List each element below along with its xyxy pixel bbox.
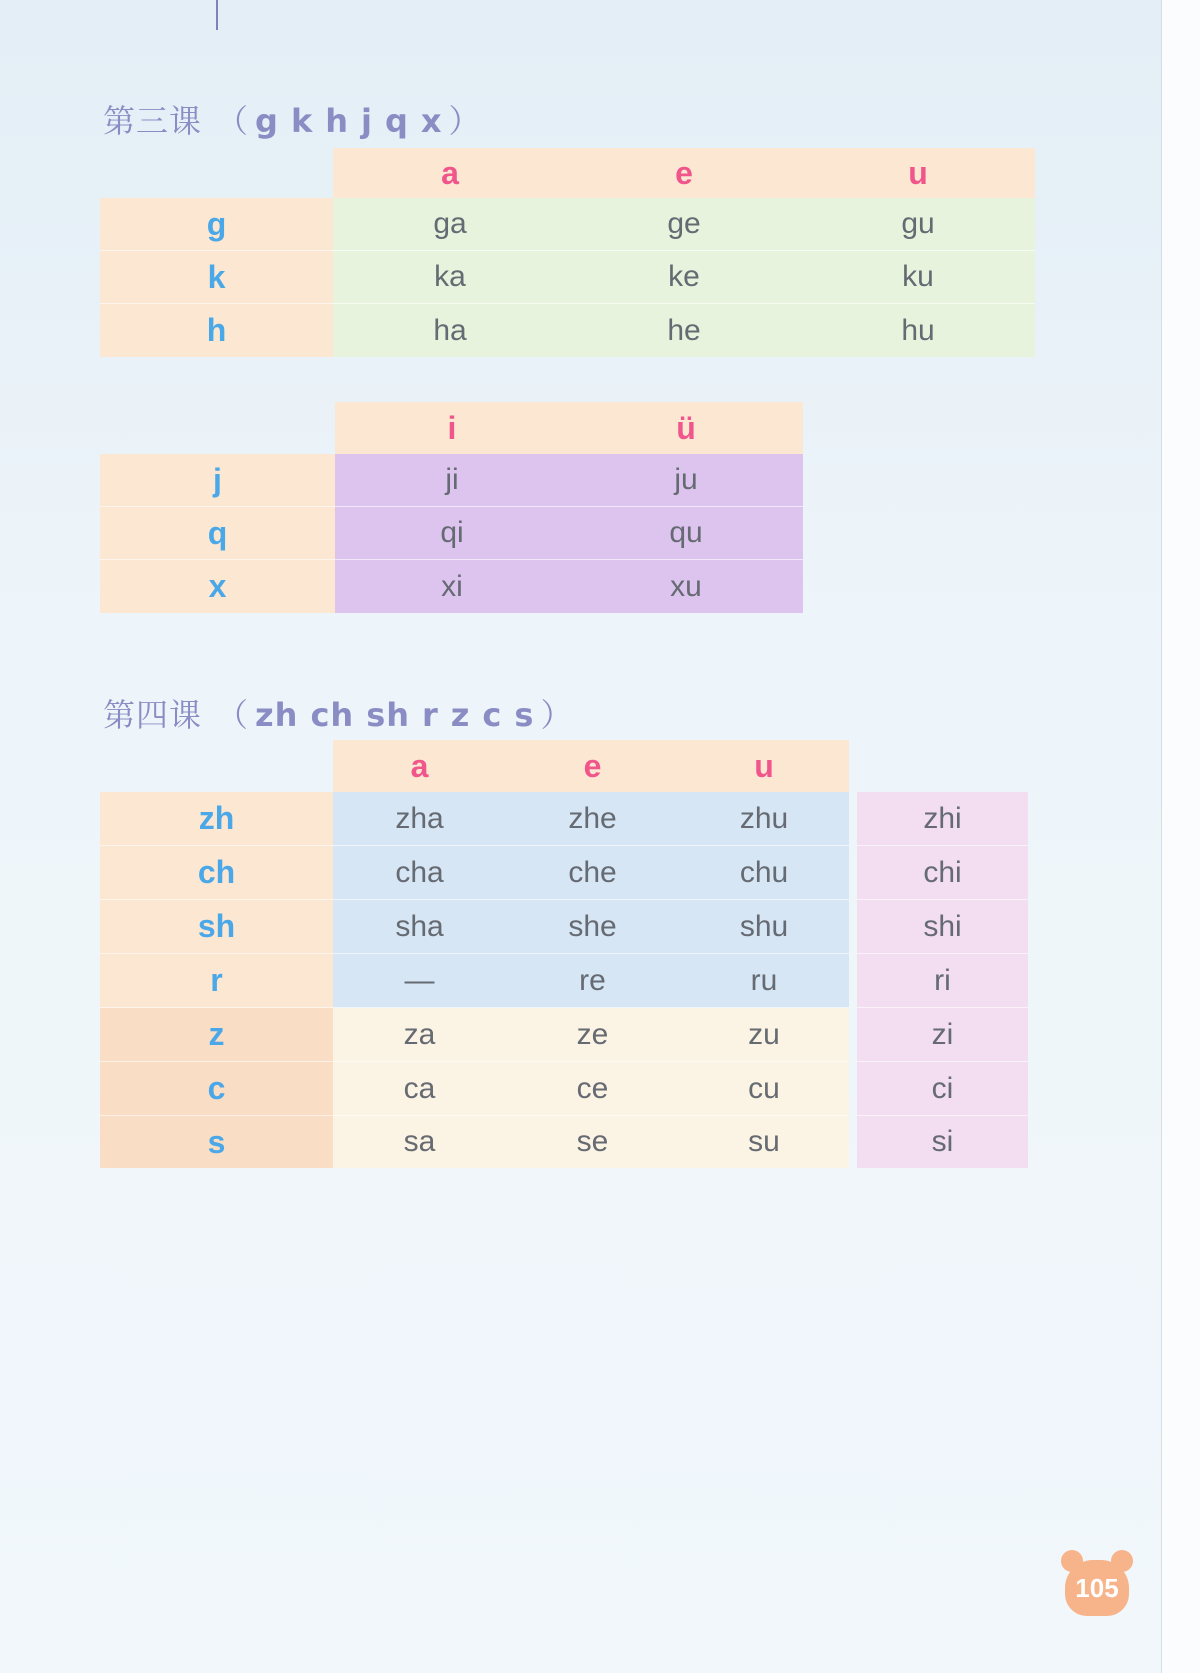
close-paren: ） bbox=[540, 696, 574, 734]
lesson4-title: 第四课 bbox=[103, 696, 203, 734]
page-number: 105 bbox=[1075, 1572, 1119, 1603]
syllable-cell: ce bbox=[506, 1062, 679, 1116]
table-header-cell: u bbox=[801, 148, 1035, 198]
syllable-cell: ze bbox=[506, 1008, 679, 1062]
close-paren: ） bbox=[448, 102, 482, 140]
syllable-cell: cu bbox=[679, 1062, 849, 1116]
whole-syllable-cell: chi bbox=[857, 846, 1028, 900]
syllable-cell: ge bbox=[567, 198, 801, 251]
syllable-cell: zu bbox=[679, 1008, 849, 1062]
syllable-cell: ju bbox=[569, 454, 803, 507]
letter: x bbox=[420, 102, 443, 140]
page-edge bbox=[1161, 0, 1200, 1673]
lesson3-heading bbox=[103, 96, 482, 142]
syllable-cell: ru bbox=[679, 954, 849, 1008]
syllable-cell: zhe bbox=[506, 792, 679, 846]
initial-cell: k bbox=[100, 251, 333, 304]
initial-cell: j bbox=[100, 454, 335, 507]
table-header-cell: u bbox=[679, 740, 849, 792]
syllable-cell: he bbox=[567, 304, 801, 357]
lesson4-letters bbox=[249, 696, 540, 734]
syllable-cell: shu bbox=[679, 900, 849, 954]
letter: z bbox=[450, 696, 471, 734]
syllable-cell: chu bbox=[679, 846, 849, 900]
whole-syllable-cell: zhi bbox=[857, 792, 1028, 846]
initial-cell: h bbox=[100, 304, 333, 357]
syllable-cell: ke bbox=[567, 251, 801, 304]
letter: h bbox=[325, 102, 349, 140]
initial-cell: c bbox=[100, 1062, 333, 1116]
syllable-cell: za bbox=[333, 1008, 506, 1062]
letter: j bbox=[361, 102, 373, 140]
initial-cell: ch bbox=[100, 846, 333, 900]
table-header-cell: a bbox=[333, 148, 567, 198]
initial-cell: s bbox=[100, 1116, 333, 1168]
letter: c bbox=[482, 696, 503, 734]
letter: zh bbox=[255, 696, 299, 734]
table-header-cell: e bbox=[567, 148, 801, 198]
syllable-cell: xu bbox=[569, 560, 803, 613]
open-paren: （ bbox=[216, 102, 250, 140]
table-header-cell: i bbox=[335, 402, 569, 454]
page-number-badge bbox=[1065, 1560, 1129, 1616]
lesson3-title: 第三课 bbox=[103, 102, 203, 140]
lesson4-heading bbox=[103, 690, 573, 736]
open-paren: （ bbox=[216, 696, 250, 734]
syllable-cell: qi bbox=[335, 507, 569, 560]
letter: s bbox=[514, 696, 535, 734]
whole-syllable-cell: ri bbox=[857, 954, 1028, 1008]
syllable-cell: su bbox=[679, 1116, 849, 1168]
letter: sh bbox=[366, 696, 411, 734]
syllable-cell: ku bbox=[801, 251, 1035, 304]
lesson3-letters bbox=[249, 102, 448, 140]
syllable-cell: che bbox=[506, 846, 679, 900]
top-margin-mark bbox=[216, 0, 218, 30]
syllable-cell: ji bbox=[335, 454, 569, 507]
letter: q bbox=[384, 102, 409, 140]
syllable-cell: zha bbox=[333, 792, 506, 846]
syllable-cell: ca bbox=[333, 1062, 506, 1116]
syllable-cell: gu bbox=[801, 198, 1035, 251]
letter: r bbox=[422, 696, 439, 734]
syllable-cell: qu bbox=[569, 507, 803, 560]
syllable-cell: xi bbox=[335, 560, 569, 613]
initial-cell: zh bbox=[100, 792, 333, 846]
initial-cell: r bbox=[100, 954, 333, 1008]
letter: ch bbox=[310, 696, 355, 734]
table-header-cell: a bbox=[333, 740, 506, 792]
letter: k bbox=[290, 102, 314, 140]
syllable-cell: ga bbox=[333, 198, 567, 251]
syllable-cell: ha bbox=[333, 304, 567, 357]
whole-syllable-cell: zi bbox=[857, 1008, 1028, 1062]
whole-syllable-cell: shi bbox=[857, 900, 1028, 954]
syllable-cell: sha bbox=[333, 900, 506, 954]
syllable-cell: zhu bbox=[679, 792, 849, 846]
initial-cell: g bbox=[100, 198, 333, 251]
whole-syllable-cell: si bbox=[857, 1116, 1028, 1168]
syllable-cell: sa bbox=[333, 1116, 506, 1168]
syllable-cell: se bbox=[506, 1116, 679, 1168]
syllable-cell: she bbox=[506, 900, 679, 954]
syllable-cell: hu bbox=[801, 304, 1035, 357]
syllable-cell: ka bbox=[333, 251, 567, 304]
syllable-cell: cha bbox=[333, 846, 506, 900]
syllable-cell: — bbox=[333, 954, 506, 1008]
initial-cell: q bbox=[100, 507, 335, 560]
table-header-cell: e bbox=[506, 740, 679, 792]
whole-syllable-cell: ci bbox=[857, 1062, 1028, 1116]
initial-cell: x bbox=[100, 560, 335, 613]
initial-cell: z bbox=[100, 1008, 333, 1062]
syllable-cell: re bbox=[506, 954, 679, 1008]
letter: g bbox=[255, 102, 279, 140]
initial-cell: sh bbox=[100, 900, 333, 954]
table-header-cell: ü bbox=[569, 402, 803, 454]
